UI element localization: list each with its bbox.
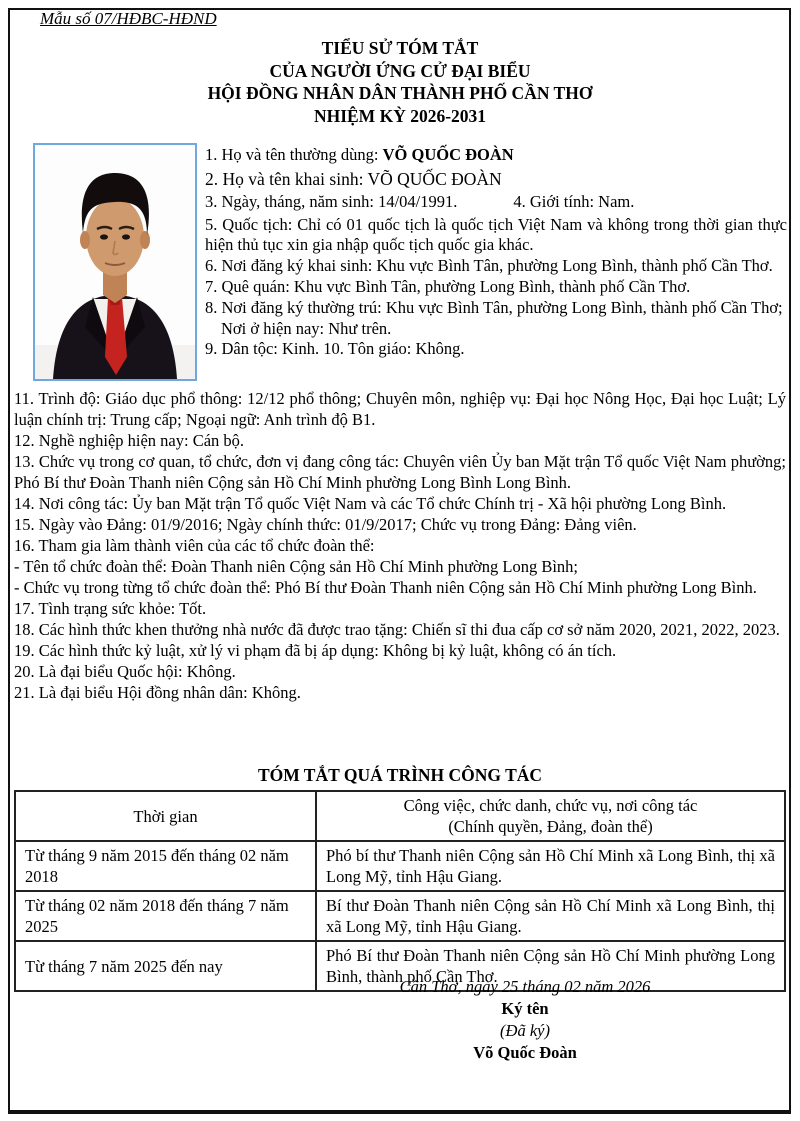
- personal-item-8: 8. Nơi đăng ký thường trú: Khu vực Bình Tân, phường Long Bình, thành phố Cần Thơ;: [205, 297, 783, 317]
- job-cell: Bí thư Đoàn Thanh niên Cộng sản Hồ Chí Minh xã Long Bình, thị xã Long Mỹ, tỉnh Hậu Giang.: [316, 891, 785, 941]
- time-cell: Từ tháng 9 năm 2015 đến tháng 02 năm 2018: [15, 841, 316, 891]
- table-row: [15, 841, 785, 891]
- signature-block: [230, 976, 800, 1064]
- detail-item-14: 14. Nơi công tác: Ủy ban Mặt trận Tổ quốc Việt Nam và các Tổ chức Chính trị - Xã hội phường Long Bình.: [14, 494, 727, 513]
- detail-item-18: 18. Các hình thức khen thưởng nhà nước đã được trao tặng: Chiến sĩ thi đua cấp cơ sở năm 2020, 2021, 2022, 2023.: [14, 620, 780, 639]
- form-number: Mẫu số 07/HĐBC-HĐND: [40, 9, 217, 28]
- signature-sign-label: Ký tên: [501, 999, 549, 1018]
- signature-place-date: Cần Thơ, ngày 25 tháng 02 năm 2026: [399, 977, 651, 996]
- personal-item-5: 5. Quốc tịch: Chỉ có 01 quốc tịch là quốc tịch Việt Nam và không trong thời gian thực hiện thủ tục xin gia nhập quốc tịch quốc gia khác.: [205, 214, 787, 255]
- details-section: [14, 388, 786, 703]
- detail-item-16: 16. Tham gia làm thành viên của các tổ chức đoàn thể:: [14, 536, 375, 555]
- item1-label: 1. Họ và tên thường dùng:: [205, 145, 379, 164]
- detail-item-21: 21. Là đại biểu Hội đồng nhân dân: Không.: [14, 683, 301, 702]
- detail-item-12: 12. Nghề nghiệp hiện nay: Cán bộ.: [14, 431, 245, 450]
- detail-item-16b: - Chức vụ trong từng tổ chức đoàn thể: Phó Bí thư Đoàn Thanh niên Cộng sản Hồ Chí Minh phường Long Bình.: [14, 578, 757, 597]
- detail-item-15: 15. Ngày vào Đảng: 01/9/2016; Ngày chính thức: 01/9/2017; Chức vụ trong Đảng: Đảng viên.: [14, 515, 637, 534]
- item4-gender: 4. Giới tính: Nam.: [513, 191, 635, 211]
- title-line-2: CỦA NGƯỜI ỨNG CỬ ĐẠI BIỂU: [269, 60, 531, 81]
- detail-item-13: 13. Chức vụ trong cơ quan, tổ chức, đơn vị đang công tác: Chuyên viên Ủy ban Mặt trận Tổ quốc Việt Nam phường; Phó Bí thư Đoàn Thanh niên Cộng sản Hồ Chí Minh phường Long Bình Long Bình.: [14, 452, 786, 492]
- title-line-1: TIỂU SỬ TÓM TẮT: [321, 38, 479, 58]
- detail-item-16a: - Tên tổ chức đoàn thể: Đoàn Thanh niên Cộng sản Hồ Chí Minh phường Long Bình;: [14, 557, 579, 576]
- time-cell: Từ tháng 7 năm 2025 đến nay: [15, 941, 316, 991]
- personal-item-2: 2. Họ và tên khai sinh: VÕ QUỐC ĐOÀN: [205, 168, 502, 189]
- document-title: [0, 37, 800, 127]
- header-job-line1: Công việc, chức danh, chức vụ, nơi công tác: [403, 796, 698, 815]
- personal-item-9-10: 9. Dân tộc: Kinh. 10. Tôn giáo: Không.: [205, 339, 465, 359]
- table-row: [15, 891, 785, 941]
- header-job-line2: (Chính quyền, Đảng, đoàn thể): [448, 817, 653, 836]
- personal-item-7: 7. Quê quán: Khu vực Bình Tân, phường Long Bình, thành phố Cần Thơ.: [205, 276, 691, 296]
- personal-item-8b: Nơi ở hiện nay: Như trên.: [221, 318, 392, 338]
- work-history-table: [14, 790, 786, 992]
- candidate-photo-frame: [33, 143, 197, 381]
- title-line-4: NHIỆM KỲ 2026-2031: [313, 105, 487, 126]
- work-history-title: TÓM TẮT QUÁ TRÌNH CÔNG TÁC: [257, 765, 543, 785]
- detail-item-20: 20. Là đại biểu Quốc hội: Không.: [14, 662, 236, 681]
- item3-birthdate: 3. Ngày, tháng, năm sinh: 14/04/1991.: [205, 191, 458, 211]
- detail-item-19: 19. Các hình thức kỷ luật, xử lý vi phạm đã bị áp dụng: Không bị kỷ luật, không có án tích.: [14, 641, 617, 660]
- time-cell: Từ tháng 02 năm 2018 đến tháng 7 năm 2025: [15, 891, 316, 941]
- header-time: Thời gian: [15, 791, 316, 841]
- personal-item-1: [205, 145, 787, 166]
- title-line-3: HỘI ĐỒNG NHÂN DÂN THÀNH PHỐ CẦN THƠ: [207, 83, 593, 103]
- job-cell: Phó bí thư Thanh niên Cộng sản Hồ Chí Minh xã Long Bình, thị xã Long Mỹ, tỉnh Hậu Giang.: [316, 841, 785, 891]
- item1-name: VÕ QUỐC ĐOÀN: [382, 145, 514, 164]
- candidate-portrait-photo: [35, 145, 195, 379]
- personal-item-3-4: [205, 192, 787, 213]
- header-job: [316, 791, 785, 841]
- personal-info: [205, 145, 787, 360]
- job-cell: Phó Bí thư Đoàn Thanh niên Cộng sản Hồ Chí Minh phường Long Bình, thành phố Cần Thơ.: [316, 941, 785, 991]
- detail-item-17: 17. Tình trạng sức khỏe: Tốt.: [14, 599, 207, 618]
- signature-name: Võ Quốc Đoàn: [473, 1043, 577, 1062]
- personal-item-6: 6. Nơi đăng ký khai sinh: Khu vực Bình Tân, phường Long Bình, thành phố Cần Thơ.: [205, 256, 773, 276]
- signature-signed-note: (Đã ký): [500, 1021, 550, 1040]
- table-header-row: [15, 791, 785, 841]
- detail-item-11: 11. Trình độ: Giáo dục phổ thông: 12/12 phổ thông; Chuyên môn, nghiệp vụ: Đại học Nông Học, Đại học Luật; Lý luận chính trị: Trung cấp; Ngoại ngữ: Anh trình độ B1.: [14, 389, 786, 429]
